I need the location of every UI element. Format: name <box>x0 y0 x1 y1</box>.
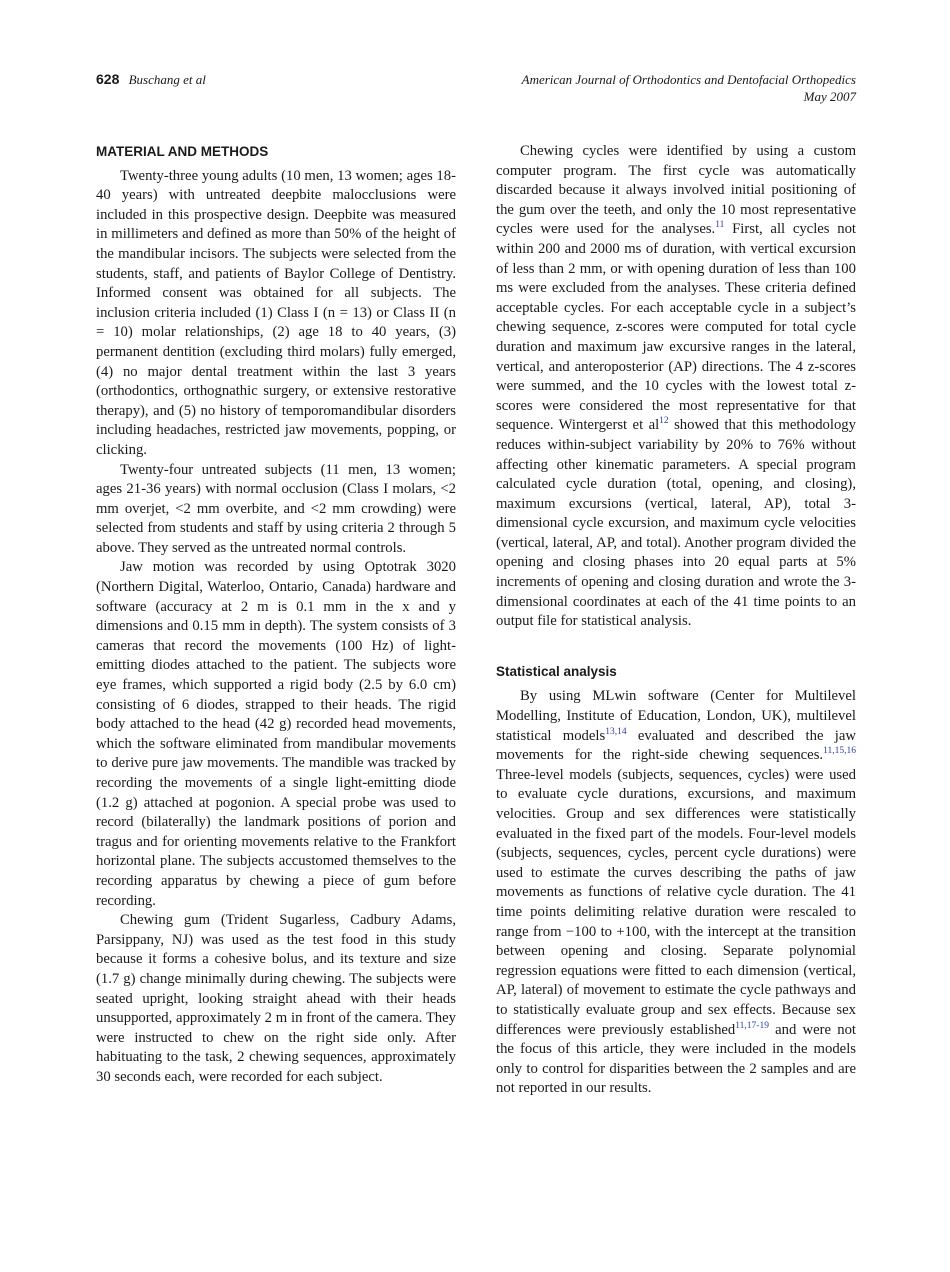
right-column <box>496 142 856 1099</box>
reference-link[interactable]: 13,14 <box>605 726 627 737</box>
paragraph-statistical-analysis <box>496 687 856 1098</box>
header-right <box>522 71 856 105</box>
subsection-heading-statistical-analysis: Statistical analysis <box>496 663 617 679</box>
issue-date: May 2007 <box>803 89 856 104</box>
section-heading-methods: MATERIAL AND METHODS <box>96 144 269 159</box>
header-left <box>96 71 206 88</box>
paragraph-chewing-cycles <box>496 142 856 632</box>
text-segment: showed that this methodology reduces within-subject variability by 20% to 76% without affecting other kinematic parameters. A special program calculated cycle duration (total, opening, and closing), maximum excursions (vertical, lateral, AP), total 3-dimensional cycle excursion, and maximum cycle velocities (vertical, lateral, AP, and total). Another program divided the opening and closing phases into 20 equal parts at 5% increments of opening and closing duration and wrote the 3-dimensional coordinates at each of the 41 time points to an output file for statistical analysis. <box>496 417 856 630</box>
text-segment: Three-level models (subjects, sequences, cycles) were used to evaluate cycle durations, excursions, and maximum velocities. Group and sex differences were statistically evaluated in the fixed part of the models. Four-level models (subjects, sequences, cycles, percent cycle durations) were used to estimate the curves describing the paths of jaw movements as functions of relative cycle duration. The 41 time points delimiting relative duration were rescaled to range from −100 to +100, with the intercept at the transition between opening and closing. Separate polynomial regression equations were fitted to each dimension (vertical, AP, lateral) of movement to estimate the cycle pathways and to statistically evaluate group and sex effects. Because sex differences were previously established <box>496 766 856 1038</box>
running-header <box>96 71 856 107</box>
text-segment: Chewing cycles were identified by using a custom computer program. The first cycle was automatically discarded because it always involved initial positioning of the gum over the teeth, and only the 10 most representative cycles were used for the analyses. <box>496 143 856 238</box>
reference-link[interactable]: 11 <box>715 220 725 231</box>
paragraph-normal-controls: Twenty-four untreated subjects (11 men, 13 women; ages 21-36 years) with normal occlusion (Class I molars, <2 mm overjet, <2 mm overbite, and <2 mm crowding) were selected from students and staff by using criteria 2 through 5 above. They served as the untreated normal controls. <box>96 461 456 556</box>
text-segment: evaluated and described the jaw movements for the right-side chewing sequences. <box>496 727 856 764</box>
text-segment: By using MLwin software (Center for Multilevel Modelling, Institute of Education, London, UK), multilevel statistical models <box>496 688 856 744</box>
reference-link[interactable]: 11,15,16 <box>823 746 856 757</box>
text-segment: and were not the focus of this article, they were included in the models only to control for disparities between the 2 samples and are not reported in our results. <box>496 1021 856 1097</box>
paragraph-jaw-motion-recording: Jaw motion was recorded by using Optotrak 3020 (Northern Digital, Waterloo, Ontario, Canada) hardware and software (accuracy at 2 m is 0.1 mm in the x and y dimensions and 0.15 mm in depth). The system consists of 3 cameras that record the movements (100 Hz) of light-emitting diodes attached to the patient. The subjects wore eye frames, which supported a rigid body (2.5 by 6.0 cm) consisting of 6 diodes, strapped to their heads. The rigid body attached to the head (42 g) recorded head movements, which the software eliminated from mandibular movements to derive pure jaw movements. The mandible was tracked by recording the movements of a single light-emitting diode (1.2 g) attached at pogonion. A special probe was used to record (bilaterally) the landmark positions of porion and tragus and for orienting movements relative to the Frankfort horizontal plane. The subjects accustomed themselves to the recording apparatus by chewing a piece of gum before recording. <box>96 559 456 909</box>
paragraph-subjects-deepbite: Twenty-three young adults (10 men, 13 women; ages 18-40 years) with untreated deepbite malocclusions were included in this prospective design. Deepbite was measured in millimeters and defined as more than 50% of the height of the mandibular incisors. The subjects were selected from the students, staff, and patients of Baylor College of Dentistry. Informed consent was obtained for all subjects. The inclusion criteria included (1) Class I (n = 13) or Class II (n = 10) molar relationships, (2) age 18 to 40 years, (3) permanent dentition (excluding third molars) fully emerged, (4) no major dental treatment within the last 3 years (orthodontics, orthognathic surgery, or extensive restorative therapy), and (5) no history of temporomandibular disorders including headaches, restricted jaw movements, popping, or clicking. <box>96 167 456 458</box>
paragraph-chewing-gum: Chewing gum (Trident Sugarless, Cadbury Adams, Parsippany, NJ) was used as the test food in this study because it forms a cohesive bolus, and its texture and size (1.7 g) change minimally during chewing. The subjects were seated upright, looking straight ahead with their heads unsupported, approximately 2 m in front of the camera. They were instructed to chew on the right side only. After habituating to the task, 2 chewing sequences, approximately 30 seconds each, were recorded for each subject. <box>96 912 456 1085</box>
journal-title: American Journal of Orthodontics and Dentofacial Orthopedics <box>521 72 856 87</box>
header-authors: Buschang et al <box>128 72 206 87</box>
left-column <box>96 142 456 1088</box>
reference-link[interactable]: 12 <box>659 416 669 427</box>
page-number: 628 <box>96 71 120 87</box>
reference-link[interactable]: 11,17-19 <box>735 1020 769 1031</box>
text-segment: First, all cycles not within 200 and 2000 ms of duration, with vertical excursion of less than 2 mm, or with opening duration of less than 100 ms were excluded from the analyses. These criteria defined acceptable cycles. For each acceptable cycle in a subject’s chewing sequence, z-scores were computed for total cycle duration and maximum jaw excursive ranges in the lateral, vertical, and anteroposterior (AP) directions. The 4 z-scores were summed, and the 10 cycles with the lowest total z-scores were considered the most representative for that sequence. Wintergerst et al <box>496 221 856 434</box>
